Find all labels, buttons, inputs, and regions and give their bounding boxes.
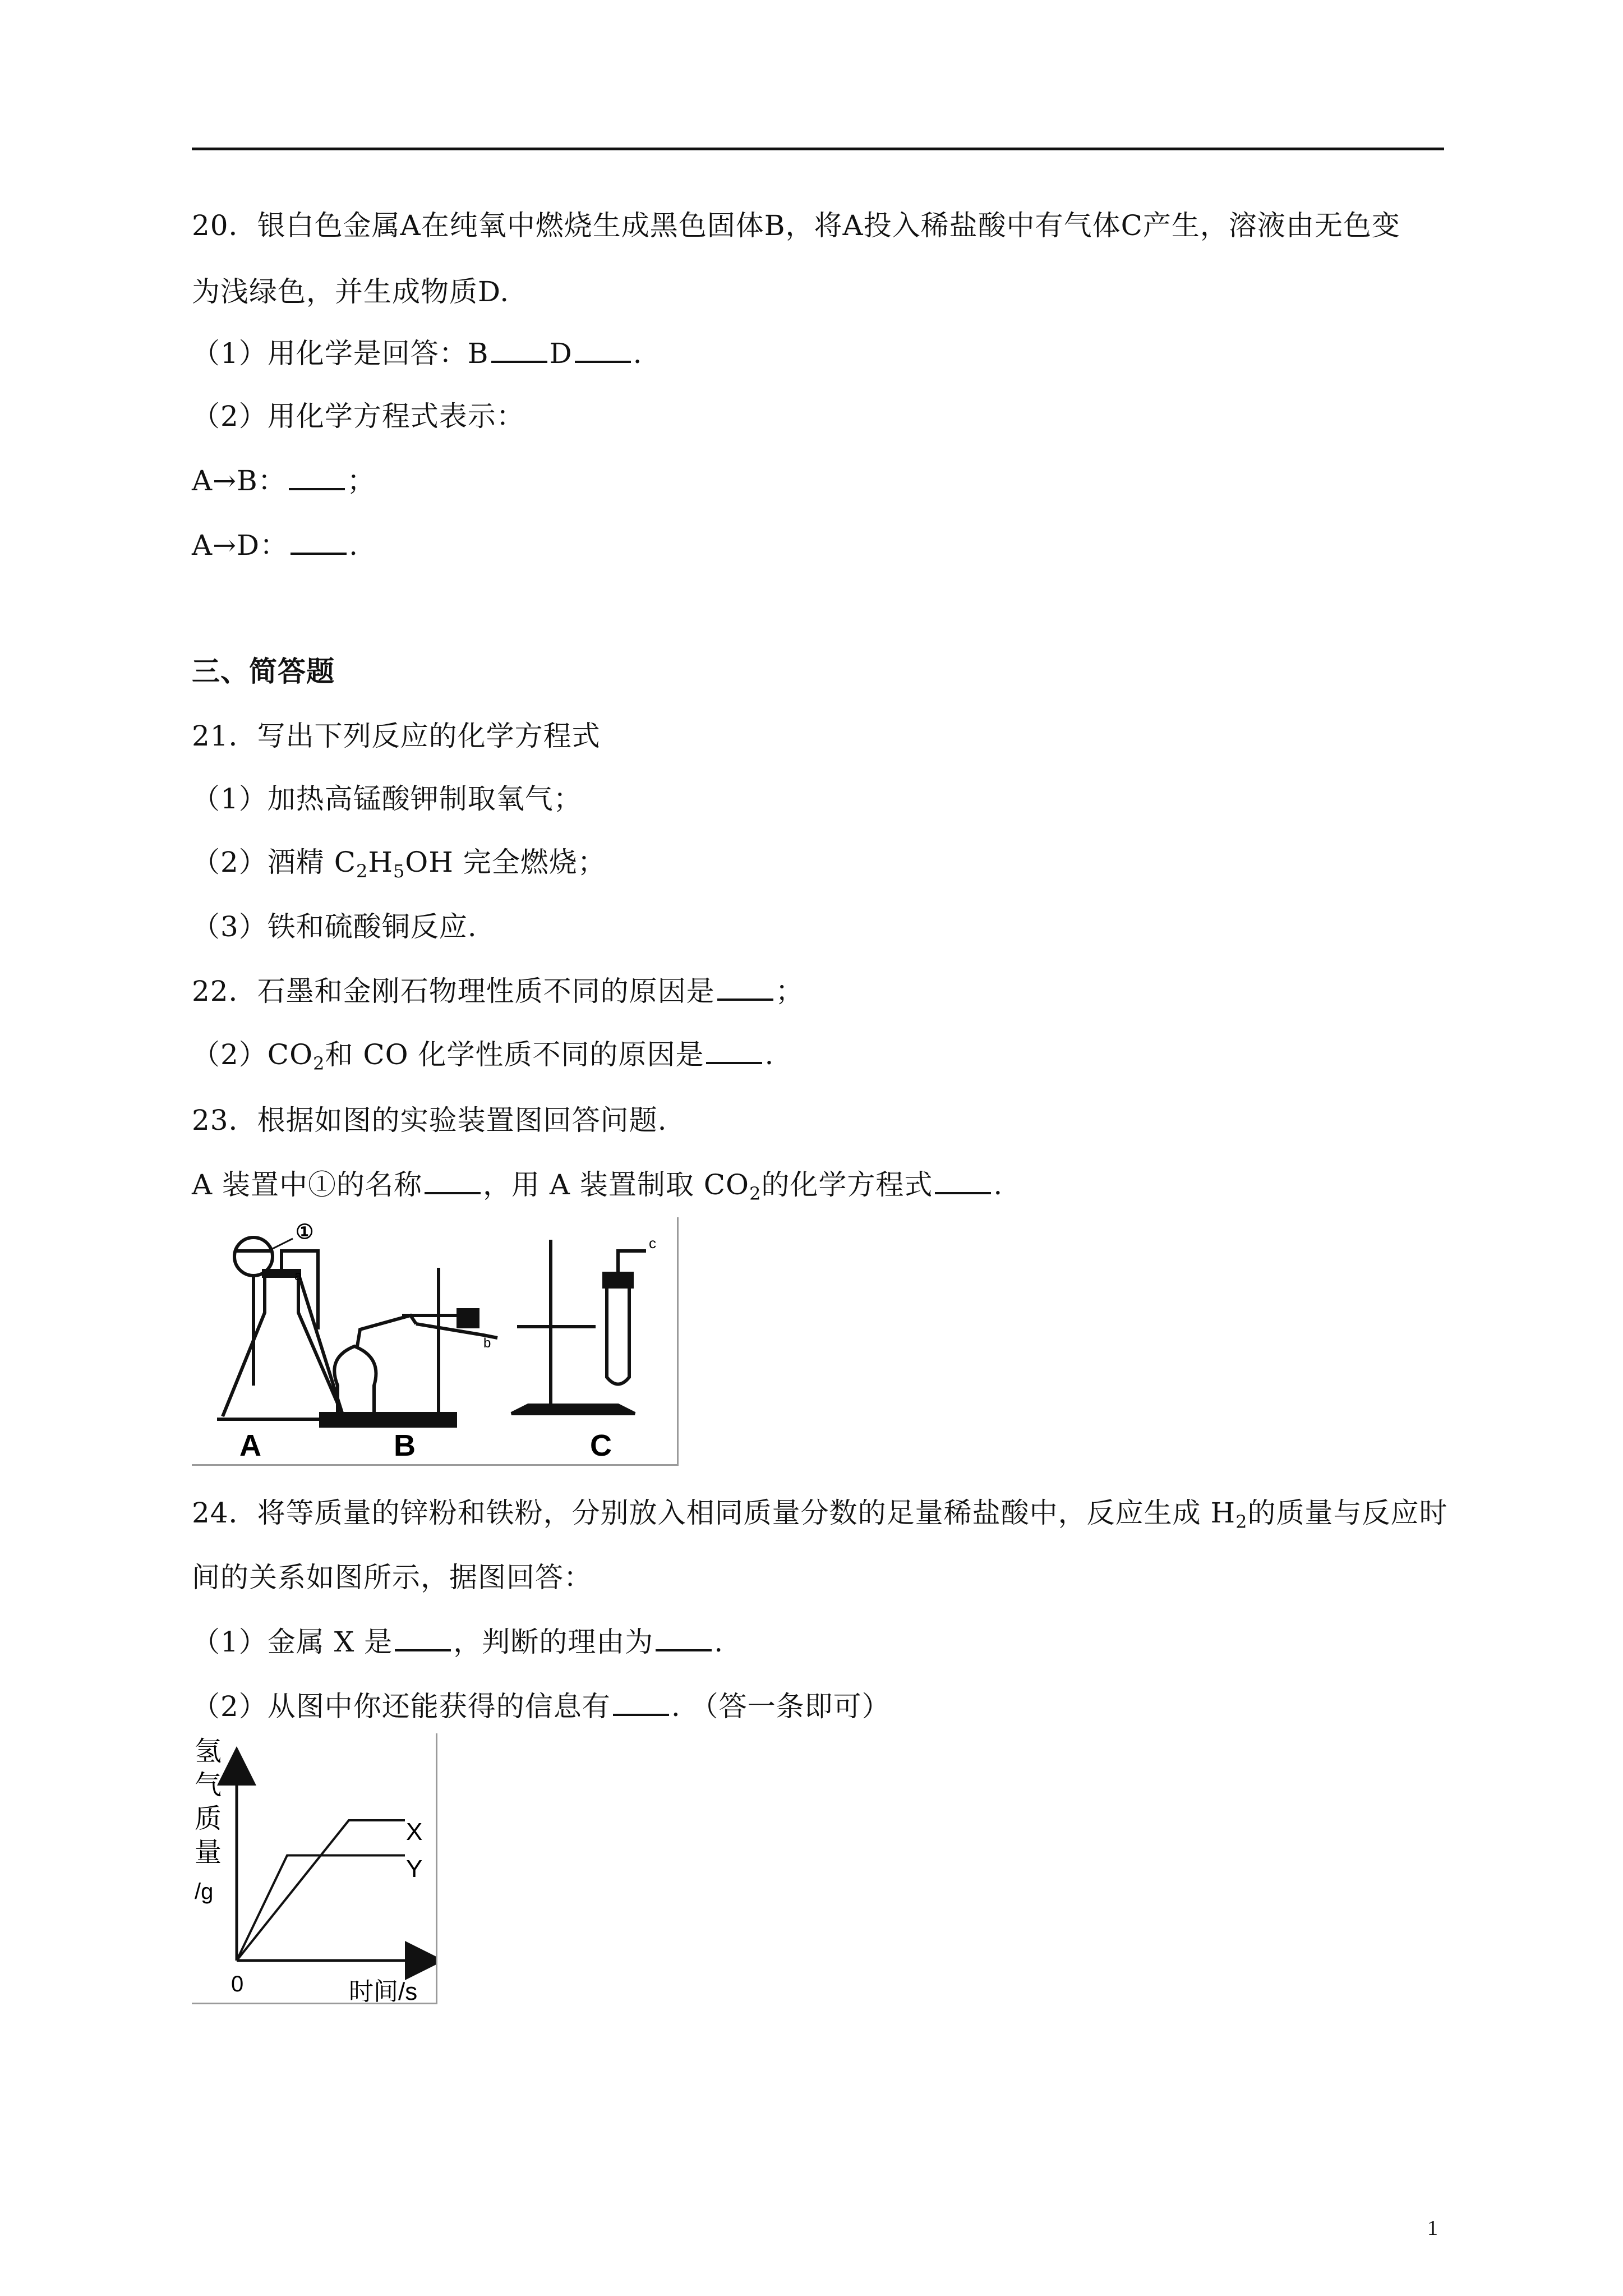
answer-blank-q23-1[interactable]: [425, 1167, 481, 1194]
answer-blank-d[interactable]: [575, 336, 631, 363]
marker-b: b: [483, 1336, 491, 1351]
marker-circled-1: ①: [296, 1220, 314, 1243]
q24-line1-prefix: 24．将等质量的锌粉和铁粉，分别放入相同质量分数的足量稀盐酸中，反应生成 H: [192, 1497, 1236, 1529]
apparatus-figure: [192, 1217, 679, 1466]
q22-line2-end: .: [764, 1038, 774, 1071]
q24-part1-end: .: [714, 1626, 724, 1658]
y-label-char-1: 氢: [195, 1737, 222, 1766]
x-axis-label: 时间/s: [349, 1978, 418, 2003]
tube-b: [357, 1315, 416, 1346]
q22-line1-prefix: 22．石墨和金刚石物理性质不同的原因是: [192, 975, 715, 1007]
q21-item2-end: OH 完全燃烧；: [405, 846, 606, 878]
figure-label-a: A: [239, 1429, 261, 1462]
q23-line-mid2: 的化学方程式: [761, 1168, 933, 1201]
stand-base-c: [511, 1405, 635, 1414]
q20-part1-end: .: [633, 337, 643, 370]
y-unit: /g: [195, 1879, 214, 1904]
marker-a: a: [294, 1268, 302, 1283]
q24-part2: [192, 1688, 891, 1724]
test-tube-c: [607, 1285, 629, 1384]
q20-part2: （2）用化学方程式表示：: [192, 400, 525, 432]
answer-blank-ab[interactable]: [289, 463, 345, 490]
q24-line2: 间的关系如图所示，据图回答：: [192, 1561, 592, 1594]
figure-label-b: B: [394, 1429, 416, 1462]
q23-line-sub: 2: [749, 1183, 762, 1204]
q24-line1: [192, 1495, 1447, 1540]
apparatus-drawing: [192, 1217, 677, 1464]
graph-drawing: [192, 1733, 436, 2003]
q20-part1-mid: D: [549, 337, 573, 370]
q20-part1-prefix: （1）用化学是回答：B: [192, 337, 489, 370]
q21-item2-prefix: （2）酒精 C: [192, 846, 356, 878]
series-line-y: [237, 1856, 405, 1961]
series-x-label: X: [406, 1818, 423, 1846]
q22-line1-end: ；: [775, 975, 804, 1007]
y-label-char-2: 气: [195, 1770, 222, 1800]
a-to-d-label: A→D：: [192, 529, 289, 562]
marker-c: c: [649, 1235, 656, 1251]
answer-blank-q22-1[interactable]: [717, 974, 773, 1001]
answer-blank-q24-3[interactable]: [613, 1689, 669, 1716]
q23-stem: 23．根据如图的实验装置图回答问题.: [192, 1104, 667, 1137]
a-to-d-end: .: [349, 529, 358, 562]
page-number: 1: [1427, 2216, 1438, 2240]
a-to-b-end: ；: [347, 464, 376, 497]
series-line-x: [237, 1820, 405, 1961]
q20-a-to-d: [192, 527, 358, 563]
q21-stem: 21．写出下列反应的化学方程式: [192, 720, 601, 752]
q24-part1-mid: ，判断的理由为: [453, 1626, 654, 1658]
a-to-b-label: A→B：: [192, 464, 287, 497]
q24-part1-prefix: （1）金属 X 是: [192, 1626, 393, 1658]
q24-part2-prefix: （2）从图中你还能获得的信息有: [192, 1690, 611, 1723]
q20-part1: [192, 335, 643, 371]
q21-item1: （1）加热高锰酸钾制取氧气；: [192, 783, 582, 815]
q24-part1: [192, 1624, 723, 1660]
section-title: 三、简答题: [192, 655, 335, 688]
series-y-label: Y: [406, 1855, 423, 1883]
q22-line2-sub: 2: [313, 1053, 325, 1074]
q24-part2-end: . （答一条即可）: [671, 1690, 891, 1723]
origin-label: 0: [231, 1972, 244, 1996]
answer-blank-q24-2[interactable]: [656, 1625, 712, 1651]
q24-line1-sub: 2: [1235, 1511, 1248, 1533]
q22-line2-mid: 和 CO 化学性质不同的原因是: [325, 1038, 704, 1071]
q21-item2-sub1: 2: [356, 861, 368, 882]
flask-body: [223, 1273, 343, 1416]
q21-item2-mid: H: [368, 846, 393, 878]
hydrogen-graph: [192, 1733, 437, 2004]
q20-a-to-b: [192, 463, 376, 499]
answer-blank-q24-1[interactable]: [395, 1625, 451, 1651]
q23-line-prefix: A 装置中①的名称: [192, 1168, 423, 1201]
q21-item3: （3）铁和硫酸铜反应.: [192, 910, 477, 943]
q22-line2-prefix: （2）CO: [192, 1038, 313, 1071]
q22-line2: [192, 1037, 774, 1082]
q23-line-end: .: [993, 1168, 1003, 1201]
y-label-char-3: 质: [195, 1804, 222, 1834]
q21-item2-sub2: 5: [393, 861, 405, 882]
q22-line1: [192, 973, 804, 1009]
q20-stem-line1: 20．银白色金属A在纯氧中燃烧生成黑色固体B，将A投入稀盐酸中有气体C产生，溶液由无色变: [192, 209, 1400, 242]
answer-blank-ad[interactable]: [291, 528, 347, 555]
q21-item2: [192, 844, 606, 889]
q23-line: [192, 1167, 1003, 1212]
figure-label-c: C: [590, 1429, 612, 1462]
stand-base-b: [321, 1414, 455, 1426]
answer-blank-q22-2[interactable]: [706, 1037, 762, 1064]
q24-line1-end: 的质量与反应时: [1247, 1497, 1448, 1529]
q20-stem-line2: 为浅绿色，并生成物质D.: [192, 275, 510, 308]
header-rule: [192, 148, 1444, 150]
answer-blank-b[interactable]: [491, 336, 547, 363]
answer-blank-q23-2[interactable]: [935, 1167, 991, 1194]
y-label-char-4: 量: [195, 1838, 222, 1867]
q23-line-mid: ，用 A 装置制取 CO: [483, 1168, 750, 1201]
